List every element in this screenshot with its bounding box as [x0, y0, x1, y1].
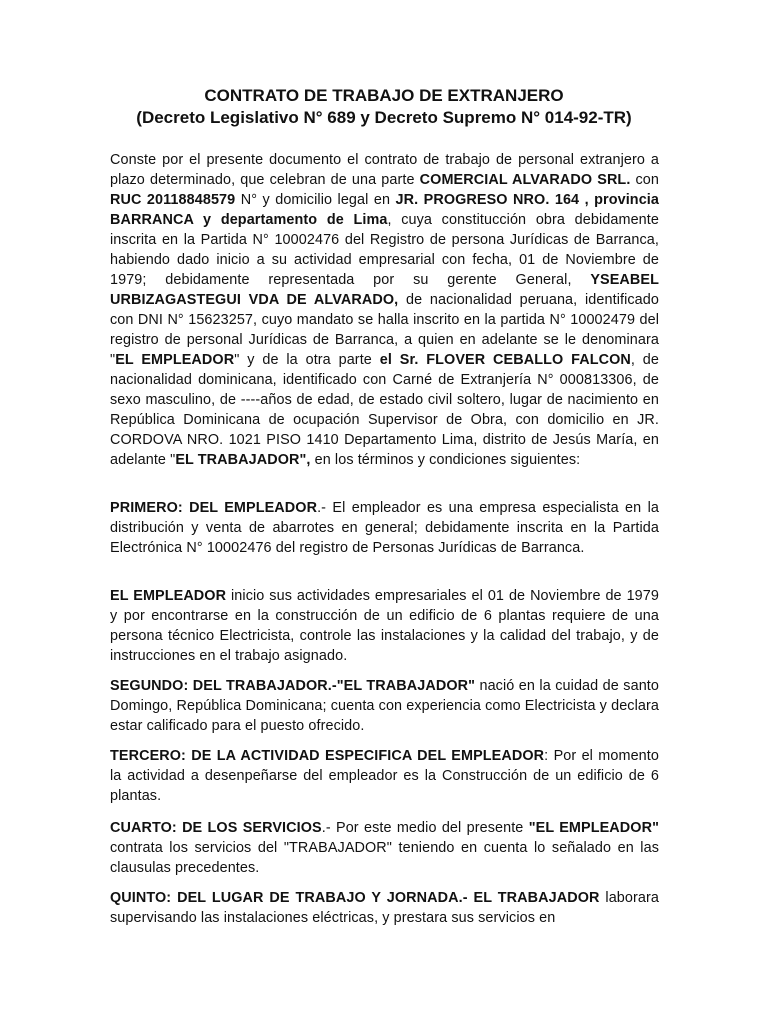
clause-primero-heading: PRIMERO: DEL EMPLEADOR	[110, 500, 318, 516]
clause-primero-text: .- El empleador es una empresa especialista en la distribución y venta de abarrotes en general; debidamente inscrita en la Partida Electrónica N° 10002476 del registro de Personas Jurídicas de Barranca.	[110, 500, 659, 556]
intro-text-8: en los términos y condiciones siguientes:	[310, 452, 581, 468]
intro-paragraph	[110, 150, 659, 470]
intro-text-4: , cuya constitucción obra debidamente inscrita en la Partida N° 10002476 del Registro de persona Jurídicas de Barranca, habiendo dado inicio a su actividad empresarial con fecha, 01 de Noviembre de 1979; debidamente representada por su gerente General,	[110, 212, 659, 288]
worker-term: EL TRABAJADOR",	[175, 452, 311, 468]
clause-segundo-text: nació en la cuidad de santo Domingo, República Dominicana; cuenta con experiencia como Electricista y declara estar calificado para el puesto ofrecido.	[110, 678, 659, 734]
document-title: CONTRATO DE TRABAJO DE EXTRANJERO	[204, 86, 564, 105]
clause-primero	[110, 498, 659, 558]
company-address: JR. PROGRESO NRO. 164 , provincia BARRANCA y departamento de Lima	[110, 192, 660, 228]
clause-quinto	[110, 888, 659, 928]
intro-text-2: con	[630, 172, 660, 188]
paragraph-empleador-text: inicio sus actividades empresariales el 01 de Noviembre de 1979 y por encontrarse en la construcción de un edificio de 6 plantas requiere de una persona técnico Electricista, controle las instalaciones y la calidad del trabajo, y de instrucciones en el trabajo asignado.	[110, 588, 659, 664]
intro-text-3: N° y domicilio legal en	[235, 192, 396, 208]
clause-cuarto-heading: CUARTO: DE LOS SERVICIOS	[110, 820, 322, 836]
clause-tercero	[110, 746, 659, 806]
clause-cuarto	[110, 818, 659, 878]
clause-segundo	[110, 676, 659, 736]
paragraph-empleador	[110, 586, 659, 666]
clause-cuarto-text-2: contrata los servicios del "TRABAJADOR" teniendo en cuenta lo señalado en las clausulas precedentes.	[110, 840, 659, 876]
intro-text-5: de nacionalidad peruana, identificado con DNI N° 15623257, cuyo mandato se halla inscrito en la partida N° 10002479 del registro de personal Jurídicas de Barranca, a quien en adelante se le denominara "	[110, 292, 659, 368]
document-subtitle: (Decreto Legislativo N° 689 y Decreto Supremo N° 014-92-TR)	[136, 108, 632, 127]
clause-cuarto-employer: "EL EMPLEADOR"	[528, 820, 660, 836]
clause-segundo-heading: SEGUNDO: DEL TRABAJADOR.-"EL TRABAJADOR"	[110, 678, 476, 694]
company-ruc: RUC 20118848579	[110, 192, 236, 208]
company-name: COMERCIAL ALVARADO SRL.	[419, 172, 631, 188]
employer-term: EL EMPLEADOR	[115, 352, 235, 368]
clause-quinto-heading: QUINTO: DEL LUGAR DE TRABAJO Y JORNADA.- EL TRABAJADOR	[110, 890, 600, 906]
intro-text-1: Conste por el presente documento el contrato de trabajo de personal extranjero a plazo determinado, que celebran de una parte	[110, 152, 659, 188]
intro-text-7: , de nacionalidad dominicana, identificado con Carné de Extranjería N° 000813306, de sexo masculino, de ----años de edad, de estado civil soltero, lugar de nacimiento en República Dominicana de ocupación Supervisor de Obra, con domicilio en JR. CORDOVA NRO. 1021 PISO 1410 Departamento Lima, distrito de Jesús María, en adelante "	[110, 352, 659, 468]
clause-quinto-text: laborara supervisando las instalaciones eléctricas, y prestara sus servicios en	[110, 890, 660, 926]
paragraph-empleador-heading: EL EMPLEADOR	[110, 588, 227, 604]
clause-tercero-text: : Por el momento la actividad a desenpeñarse del empleador es la Construcción de un edificio de 6 plantas.	[110, 748, 659, 804]
clause-cuarto-text-1: .- Por este medio del presente	[321, 820, 529, 836]
intro-text-6: " y de la otra parte	[234, 352, 380, 368]
manager-name: YSEABEL URBIZAGASTEGUI VDA DE ALVARADO,	[110, 272, 659, 308]
clause-tercero-heading: TERCERO: DE LA ACTIVIDAD ESPECIFICA DEL EMPLEADOR	[110, 748, 545, 764]
worker-name: el Sr. FLOVER CEBALLO FALCON	[379, 352, 631, 368]
